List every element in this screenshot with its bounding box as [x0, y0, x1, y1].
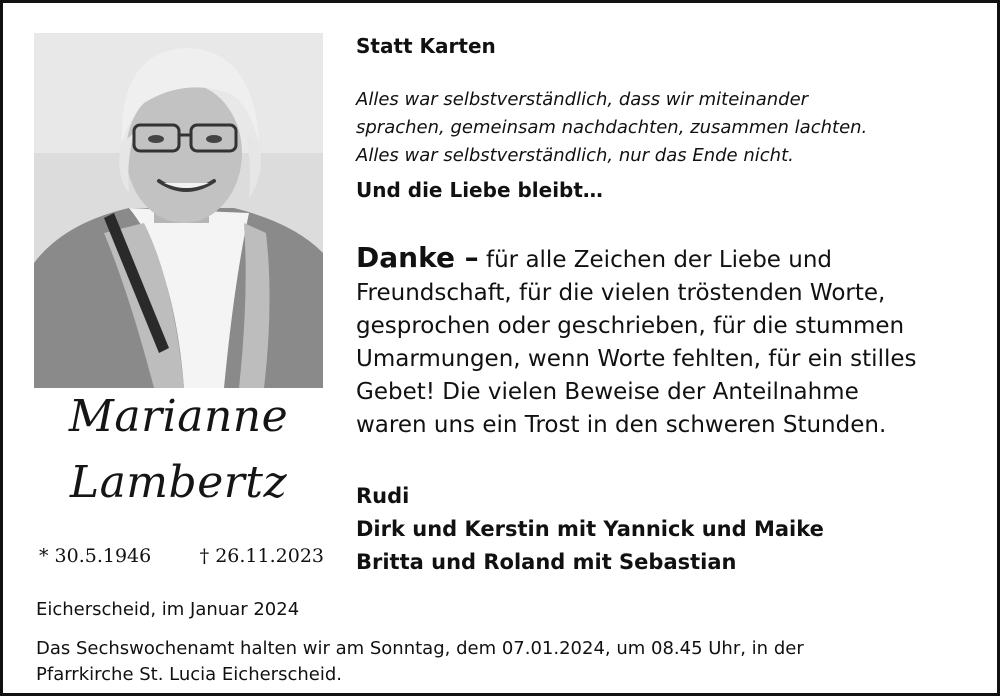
announcement-line: Das Sechswochenamt halten wir am Sonntag, dem 07.01.2024, um 08.45 Uhr, in der [36, 638, 804, 659]
life-dates [39, 545, 324, 567]
thanks-line [356, 241, 976, 277]
death-date: † 26.11.2023 [199, 545, 324, 567]
portrait-photo [34, 33, 323, 388]
thanks-word: Danke – [356, 241, 479, 274]
thanks-line: Freundschaft, für die vielen tröstenden Worte, [356, 280, 886, 306]
family-member: Dirk und Kerstin mit Yannick und Maike [356, 517, 824, 541]
thanks-line: waren uns ein Trost in den schweren Stunden. [356, 412, 887, 438]
deceased-first-name: Marianne [68, 391, 289, 442]
thanks-paragraph [356, 241, 976, 442]
family-signatures [356, 480, 824, 579]
poem [356, 86, 976, 170]
poem-line: Alles war selbstverständlich, dass wir miteinander [356, 89, 809, 110]
place-and-date: Eicherscheid, im Januar 2024 [36, 599, 300, 620]
thanks-line: Umarmungen, wenn Worte fehlten, für ein stilles [356, 346, 917, 372]
birth-date: * 30.5.1946 [39, 545, 152, 567]
family-member: Britta und Roland mit Sebastian [356, 550, 737, 574]
thanks-line1-rest: für alle Zeichen der Liebe und [478, 247, 833, 273]
poem-line: Alles war selbstverständlich, nur das Ende nicht. [356, 145, 794, 166]
mass-announcement [36, 636, 976, 688]
family-member: Rudi [356, 484, 410, 508]
announcement-line: Pfarrkirche St. Lucia Eicherscheid. [36, 664, 342, 685]
portrait-image [34, 33, 323, 388]
subheading-liebe-bleibt: Und die Liebe bleibt… [356, 178, 603, 202]
thanks-line: gesprochen oder geschrieben, für die stummen [356, 313, 905, 339]
heading-statt-karten: Statt Karten [356, 34, 496, 58]
poem-line: sprachen, gemeinsam nachdachten, zusammen lachten. [356, 117, 868, 138]
deceased-last-name: Lambertz [69, 457, 288, 508]
thanks-line: Gebet! Die vielen Beweise der Anteilnahme [356, 379, 859, 405]
